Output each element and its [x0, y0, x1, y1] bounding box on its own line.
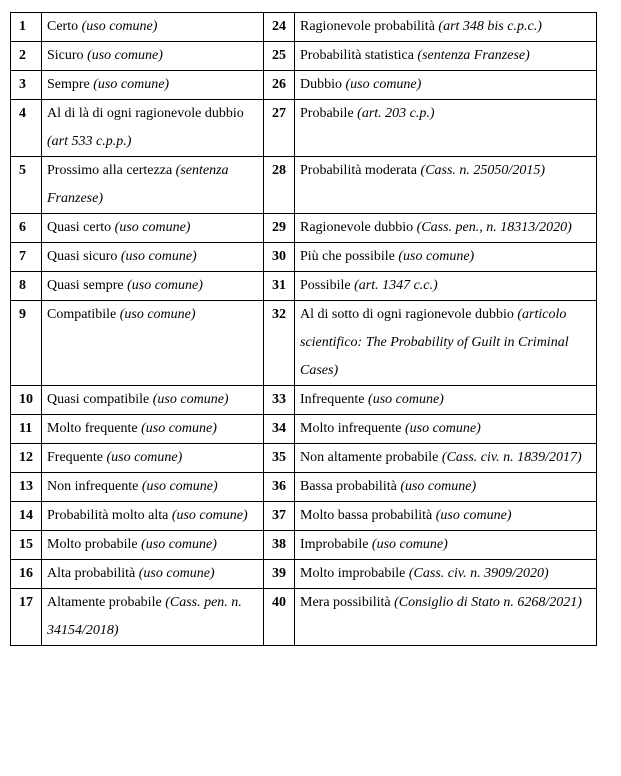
expression-text: Al di là di ogni ragionevole dubbio: [47, 106, 244, 121]
expression-text: Improbabile: [300, 537, 369, 552]
item-expression: [42, 13, 264, 42]
item-number: 13: [11, 473, 42, 502]
item-expression: [295, 243, 597, 272]
expression-text: Quasi compatibile: [47, 392, 150, 407]
table-row: [11, 214, 597, 243]
item-expression: [295, 386, 597, 415]
item-number: 34: [264, 415, 295, 444]
table-row: [11, 531, 597, 560]
item-number: 37: [264, 502, 295, 531]
item-number: 33: [264, 386, 295, 415]
expression-source: (uso comune): [171, 508, 248, 523]
item-expression: [42, 272, 264, 301]
item-number: 32: [264, 301, 295, 386]
item-expression: [295, 589, 597, 646]
item-number: 25: [264, 42, 295, 71]
expression-source: (Cass. civ. n. 1839/2017): [441, 450, 582, 465]
expression-source: (uso comune): [345, 77, 422, 92]
item-expression: [42, 100, 264, 157]
item-number: 4: [11, 100, 42, 157]
table-row: [11, 386, 597, 415]
item-number: 10: [11, 386, 42, 415]
expression-source: (uso comune): [152, 392, 229, 407]
expression-source: (uso comune): [141, 537, 217, 552]
item-expression: [295, 13, 597, 42]
expression-source: (Cass. pen., n. 18313/2020): [416, 220, 572, 235]
expression-text: Più che possibile: [300, 249, 395, 264]
item-number: 2: [11, 42, 42, 71]
item-number: 5: [11, 157, 42, 214]
item-number: 39: [264, 560, 295, 589]
item-number: 24: [264, 13, 295, 42]
expression-text: Al di sotto di ogni ragionevole dubbio: [300, 307, 514, 322]
item-number: 1: [11, 13, 42, 42]
expression-text: Mera possibilità: [300, 595, 391, 610]
table-row: [11, 444, 597, 473]
item-number: 29: [264, 214, 295, 243]
table-row: [11, 71, 597, 100]
expression-text: Molto frequente: [47, 421, 138, 436]
item-expression: [42, 560, 264, 589]
table-row: [11, 415, 597, 444]
item-number: 9: [11, 301, 42, 386]
item-number: 40: [264, 589, 295, 646]
item-number: 28: [264, 157, 295, 214]
expression-source: (sentenza Franzese): [47, 163, 229, 206]
expression-text: Molto infrequente: [300, 421, 402, 436]
item-expression: [42, 71, 264, 100]
expression-source: (art 533 c.p.p.): [47, 134, 132, 149]
expression-text: Quasi certo: [47, 220, 112, 235]
item-expression: [42, 386, 264, 415]
expression-source: (uso comune): [87, 48, 163, 63]
item-expression: [42, 243, 264, 272]
item-expression: [42, 531, 264, 560]
expression-text: Quasi sempre: [47, 278, 124, 293]
expression-source: (art. 203 c.p.): [357, 106, 435, 121]
item-number: 26: [264, 71, 295, 100]
item-number: 3: [11, 71, 42, 100]
item-expression: [295, 502, 597, 531]
item-expression: [295, 71, 597, 100]
expression-text: Probabilità moderata: [300, 163, 418, 178]
item-expression: [295, 157, 597, 214]
table-row: [11, 502, 597, 531]
item-number: 7: [11, 243, 42, 272]
expression-source: (uso comune): [371, 537, 448, 552]
expression-source: (articolo scientifico: The Probability of Guilt in Criminal Cases): [300, 307, 569, 378]
item-expression: [295, 301, 597, 386]
item-expression: [42, 42, 264, 71]
item-number: 12: [11, 444, 42, 473]
item-number: 38: [264, 531, 295, 560]
table-row: [11, 243, 597, 272]
item-number: 16: [11, 560, 42, 589]
expression-source: (uso comune): [114, 220, 191, 235]
item-expression: [295, 473, 597, 502]
expression-source: (Cass. n. 25050/2015): [420, 163, 545, 178]
expression-source: (uso comune): [398, 249, 475, 264]
item-number: 36: [264, 473, 295, 502]
expression-source: (uso comune): [93, 77, 170, 92]
expression-source: (Cass. pen. n. 34154/2018): [47, 595, 242, 638]
expression-text: Probabile: [300, 106, 354, 121]
expression-text: Dubbio: [300, 77, 342, 92]
item-number: 15: [11, 531, 42, 560]
item-number: 35: [264, 444, 295, 473]
expression-text: Non altamente probabile: [300, 450, 439, 465]
expression-source: (uso comune): [106, 450, 183, 465]
item-expression: [42, 444, 264, 473]
expression-text: Prossimo alla certezza: [47, 163, 173, 178]
expression-source: (uso comune): [127, 278, 203, 293]
item-expression: [42, 473, 264, 502]
expression-text: Infrequente: [300, 392, 365, 407]
item-expression: [295, 531, 597, 560]
table-row: [11, 560, 597, 589]
expression-text: Molto probabile: [47, 537, 138, 552]
item-expression: [295, 415, 597, 444]
expression-source: (art 348 bis c.p.c.): [438, 19, 542, 34]
item-number: 8: [11, 272, 42, 301]
table-row: [11, 157, 597, 214]
table-row: [11, 13, 597, 42]
expression-text: Sicuro: [47, 48, 84, 63]
table-row: [11, 301, 597, 386]
item-expression: [42, 502, 264, 531]
expression-source: (uso comune): [120, 249, 197, 264]
expression-source: (uso comune): [138, 566, 215, 581]
table-row: [11, 100, 597, 157]
expression-source: (uso comune): [368, 392, 444, 407]
expression-source: (art. 1347 c.c.): [354, 278, 438, 293]
item-expression: [295, 444, 597, 473]
table-row: [11, 272, 597, 301]
item-expression: [42, 157, 264, 214]
item-number: 6: [11, 214, 42, 243]
expression-source: (uso comune): [141, 421, 217, 436]
table-row: [11, 42, 597, 71]
item-number: 14: [11, 502, 42, 531]
item-expression: [295, 560, 597, 589]
expression-source: (uso comune): [119, 307, 196, 322]
expression-source: (sentenza Franzese): [417, 48, 530, 63]
item-expression: [295, 100, 597, 157]
item-number: 17: [11, 589, 42, 646]
expression-text: Certo: [47, 19, 79, 34]
expression-text: Possibile: [300, 278, 351, 293]
expression-source: (Cass. civ. n. 3909/2020): [408, 566, 549, 581]
item-expression: [42, 301, 264, 386]
item-number: 11: [11, 415, 42, 444]
item-number: 30: [264, 243, 295, 272]
item-expression: [42, 589, 264, 646]
expression-text: Bassa probabilità: [300, 479, 397, 494]
expression-text: Frequente: [47, 450, 103, 465]
item-expression: [295, 42, 597, 71]
expression-text: Molto bassa probabilità: [300, 508, 433, 523]
probability-expressions-table: [10, 12, 597, 646]
expression-text: Ragionevole dubbio: [300, 220, 414, 235]
item-expression: [42, 214, 264, 243]
item-number: 31: [264, 272, 295, 301]
expression-source: (Consiglio di Stato n. 6268/2021): [394, 595, 582, 610]
item-number: 27: [264, 100, 295, 157]
expression-source: (uso comune): [400, 479, 477, 494]
item-expression: [42, 415, 264, 444]
expression-text: Sempre: [47, 77, 90, 92]
expression-text: Probabilità statistica: [300, 48, 414, 63]
expression-text: Compatibile: [47, 307, 117, 322]
expression-source: (uso comune): [404, 421, 481, 436]
expression-text: Quasi sicuro: [47, 249, 118, 264]
expression-text: Alta probabilità: [47, 566, 136, 581]
expression-source: (uso comune): [81, 19, 158, 34]
table-row: [11, 473, 597, 502]
expression-source: (uso comune): [435, 508, 512, 523]
expression-text: Ragionevole probabilità: [300, 19, 435, 34]
expression-text: Altamente probabile: [47, 595, 162, 610]
table-row: [11, 589, 597, 646]
expression-text: Molto improbabile: [300, 566, 406, 581]
item-expression: [295, 214, 597, 243]
expression-text: Probabilità molto alta: [47, 508, 169, 523]
table-body: [11, 13, 597, 646]
item-expression: [295, 272, 597, 301]
expression-source: (uso comune): [141, 479, 218, 494]
expression-text: Non infrequente: [47, 479, 139, 494]
